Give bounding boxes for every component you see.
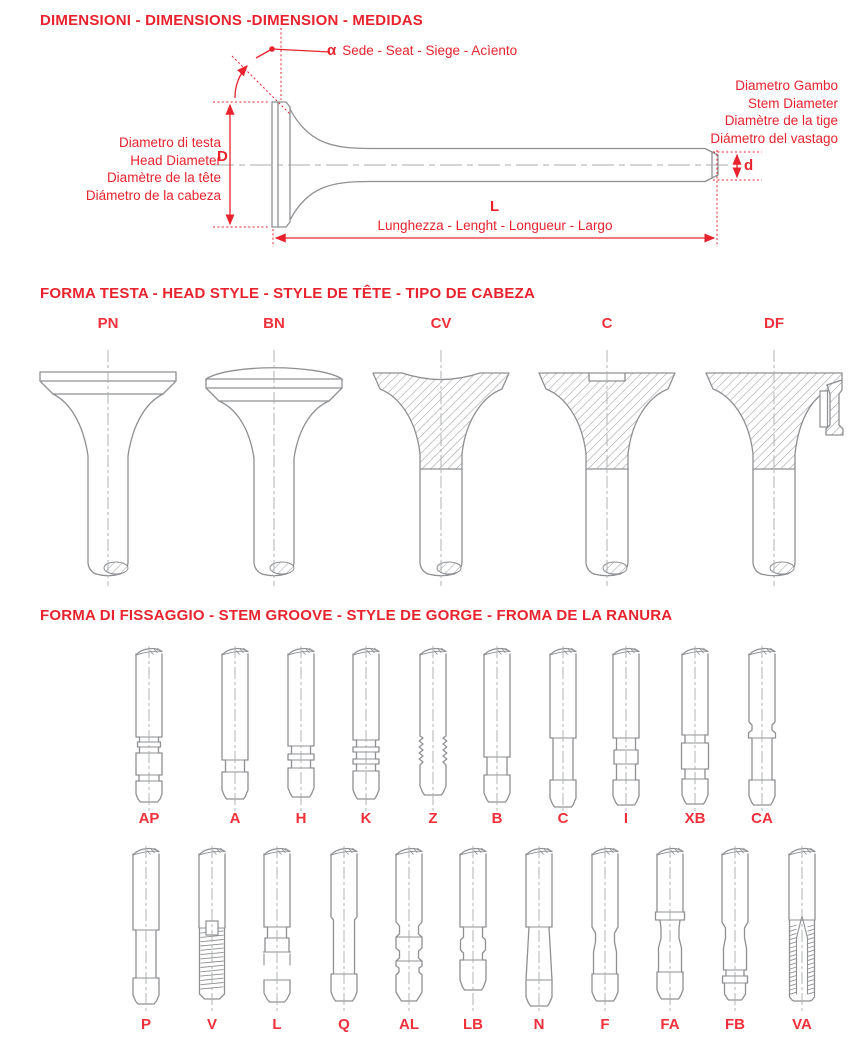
stem-groove-FB-label: FB xyxy=(725,1016,745,1033)
stem-groove-A-drawing xyxy=(205,642,265,814)
head-style-CV-label: CV xyxy=(430,315,452,332)
stem-groove-FB-drawing xyxy=(705,842,765,1014)
stem-groove-section-title: FORMA DI FISSAGGIO - STEM GROOVE - STYLE DE GORGE - FROMA DE LA RANURA xyxy=(40,607,673,624)
stem-groove-AL-drawing xyxy=(379,842,439,1014)
stem-groove-K-label: K xyxy=(360,810,372,827)
stem-groove-V-drawing xyxy=(182,842,242,1014)
stem-groove-H-drawing xyxy=(271,642,331,814)
stem-groove-AP-label: AP xyxy=(138,810,160,827)
head-style-PN-label: PN xyxy=(97,315,119,332)
head-diameter-label: Diametro di testa Head Diameter Diamètre de la tête Diámetro de la cabeza xyxy=(85,135,221,203)
stem-groove-N-drawing xyxy=(509,842,569,1014)
stem-groove-AL-label: AL xyxy=(399,1016,419,1033)
stem-groove-P-drawing xyxy=(116,842,176,1014)
head-style-CV-drawing xyxy=(366,338,516,593)
stem-groove-B-label: B xyxy=(491,810,503,827)
stem-groove-V-label: V xyxy=(206,1016,217,1033)
stem-groove-A-label: A xyxy=(229,810,241,827)
head-diameter-symbol: D xyxy=(217,148,228,165)
head-style-section-title: FORMA TESTA - HEAD STYLE - STYLE DE TÊTE - TIPO DE CABEZA xyxy=(40,285,536,302)
stem-groove-N-label: N xyxy=(533,1016,545,1033)
stem-groove-L-label: L xyxy=(272,1016,282,1033)
head-style-C-drawing xyxy=(532,338,682,593)
stem-diameter-symbol: d xyxy=(744,157,754,174)
stem-groove-B-drawing xyxy=(467,642,527,814)
stem-groove-I-drawing xyxy=(596,642,656,814)
stem-groove-F-label: F xyxy=(600,1016,610,1033)
stem-groove-CA-label: CA xyxy=(751,810,773,827)
stem-groove-L-drawing xyxy=(247,842,307,1014)
length-label: Lunghezza - Lenght - Longueur - Largo xyxy=(377,218,613,233)
alpha-symbol: α xyxy=(327,42,337,59)
stem-groove-F-drawing xyxy=(575,842,635,1014)
stem-groove-LB-drawing xyxy=(443,842,503,1014)
stem-groove-Z-drawing xyxy=(403,642,463,814)
stem-groove-CA-drawing xyxy=(732,642,792,814)
head-style-BN-drawing xyxy=(199,338,349,593)
stem-groove-XB-label: XB xyxy=(684,810,706,827)
stem-groove-C-drawing xyxy=(533,642,593,814)
length-symbol: L xyxy=(490,198,500,215)
seat-angle-arc-arrow xyxy=(235,66,247,98)
stem-groove-K-drawing xyxy=(336,642,396,814)
stem-groove-XB-drawing xyxy=(665,642,725,814)
head-style-DF-label: DF xyxy=(764,315,784,332)
stem-groove-Q-drawing xyxy=(314,842,374,1014)
stem-groove-P-label: P xyxy=(140,1016,151,1033)
stem-groove-VA-drawing xyxy=(772,842,832,1014)
head-style-C-label: C xyxy=(601,315,613,332)
stem-groove-I-label: I xyxy=(623,810,629,827)
head-style-DF-drawing xyxy=(699,338,849,593)
stem-groove-FA-drawing xyxy=(640,842,700,1014)
stem-groove-H-label: H xyxy=(295,810,307,827)
stem-groove-Z-label: Z xyxy=(428,810,438,827)
stem-diameter-label: Diametro Gambo Stem Diameter Diamètre de la tige Diámetro del vastago xyxy=(710,78,838,146)
stem-groove-AP-drawing xyxy=(119,642,179,814)
dimensions-section-title: DIMENSIONI - DIMENSIONS -DIMENSION - MEDIDAS xyxy=(40,12,423,29)
head-style-BN-label: BN xyxy=(263,315,285,332)
stem-groove-FA-label: FA xyxy=(660,1016,680,1033)
stem-groove-C-label: C xyxy=(557,810,569,827)
df-hook-lug xyxy=(826,380,843,435)
stem-groove-LB-label: LB xyxy=(463,1016,483,1033)
stem-groove-Q-label: Q xyxy=(338,1016,350,1033)
stem-groove-VA-label: VA xyxy=(792,1016,812,1033)
df-slot xyxy=(820,391,828,427)
seat-label: α Sede - Seat - Siege - Acìento xyxy=(327,42,518,59)
head-style-PN-drawing xyxy=(33,338,183,593)
